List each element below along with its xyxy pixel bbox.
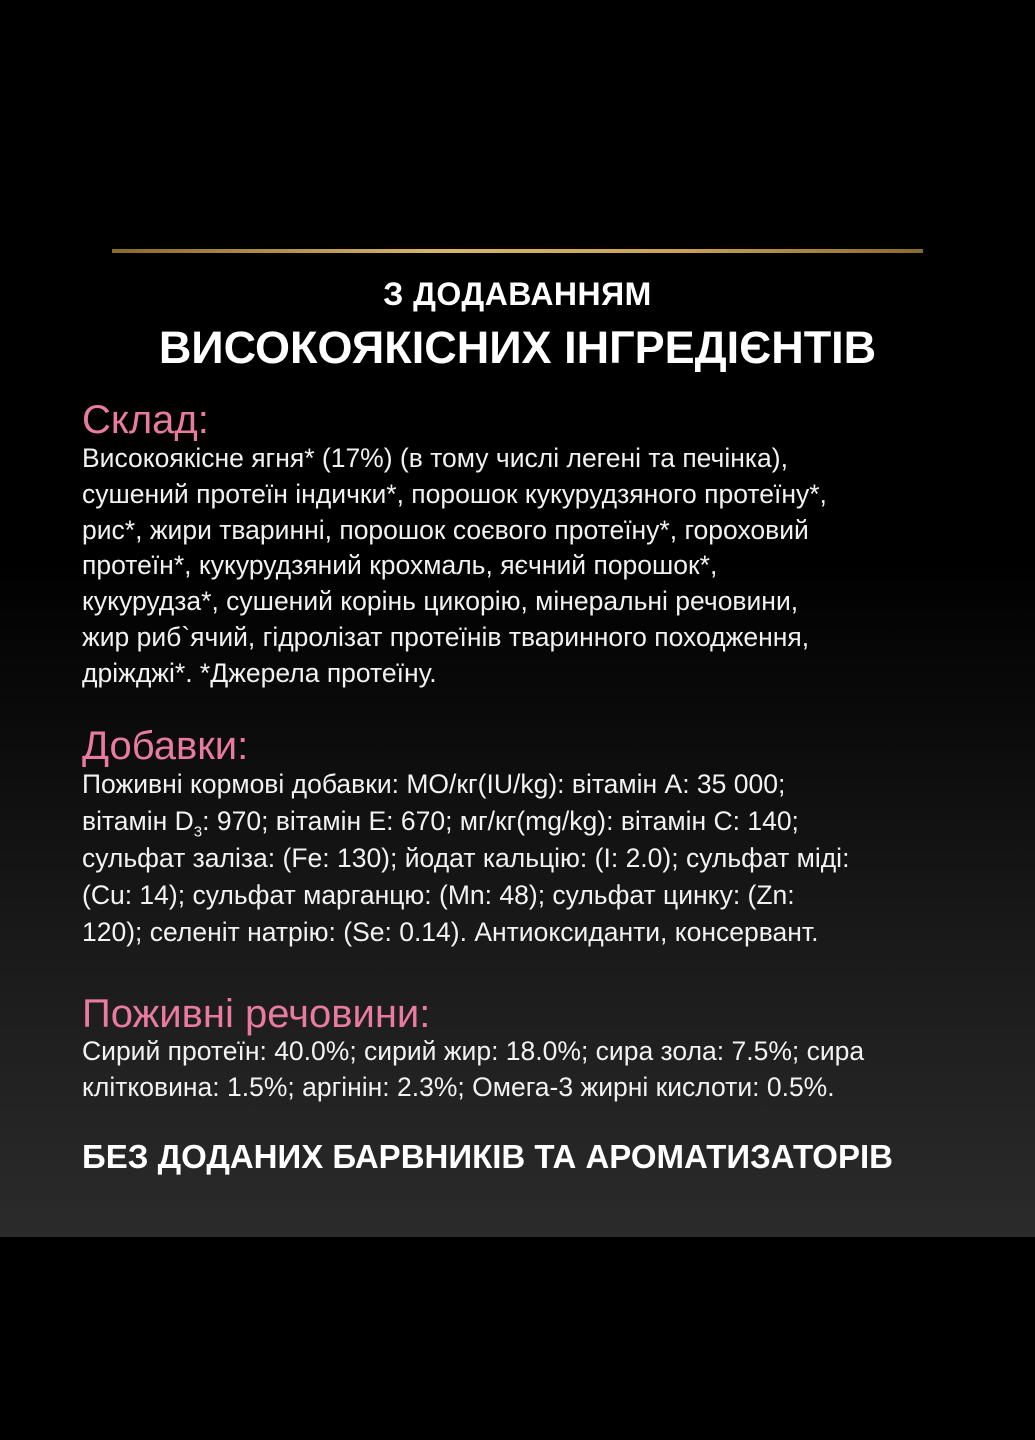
additives-text (82, 767, 849, 952)
text-line: дріжджі*. *Джерела протеїну. (82, 657, 437, 688)
text-line: клітковина: 1.5%; аргінін: 2.3%; Омега-3 жирні кислоти: 0.5%. (82, 1071, 835, 1102)
text-line: Поживні кормові добавки: МО/кг(IU/kg): вітамін А: 35 000; (82, 769, 786, 799)
text-line: сульфат заліза: (Fe: 130); йодат кальцію: (I: 2.0); сульфат міді: (82, 843, 850, 873)
text-line: рис*, жири тваринні, порошок соєвого протеїну*, гороховий (82, 514, 809, 545)
text-line: протеїн*, кукурудзяний крохмаль, яєчний порошок*, (82, 550, 718, 581)
text-line: Високоякісне ягня* (17%) (в тому числі легені та печінка), (82, 443, 788, 473)
text-part: вітамін D (82, 806, 194, 836)
additives-heading: Добавки: (82, 724, 249, 768)
subscript: 3 (193, 823, 203, 841)
header-title: ВИСОКОЯКІСНИХ ІНГРЕДІЄНТІВ (158, 322, 877, 373)
text-line: Сирий протеїн: 40.0%; сирий жир: 18.0%; сира зола: 7.5%; сира (82, 1036, 865, 1066)
footer-banner: БЕЗ ДОДАНИХ БАРВНИКІВ ТА АРОМАТИЗАТОРІВ (82, 1138, 893, 1175)
nutrients-heading: Поживні речовини: (82, 992, 431, 1036)
text-line: 120); селеніт натрію: (Se: 0.14). Антиоксиданти, консервант. (82, 917, 819, 947)
text-line: кукурудза*, сушений корінь цикорію, мінеральні речовини, (82, 586, 799, 617)
composition-text (82, 441, 827, 692)
composition-heading: Склад: (82, 398, 209, 442)
nutrients-text (82, 1034, 864, 1106)
gold-divider (112, 249, 923, 253)
text-line (82, 804, 849, 841)
header-subtitle: З ДОДАВАННЯМ (383, 276, 652, 312)
text-line: (Cu: 14); сульфат марганцю: (Mn: 48); сульфат цинку: (Zn: (82, 880, 795, 910)
text-part: : 970; вітамін Е: 670; мг/кг(mg/kg): вітамін С: 140; (202, 806, 799, 836)
text-line: сушений протеїн індички*, порошок кукурудзяного протеїну*, (82, 478, 827, 509)
text-line: жир риб`ячий, гідролізат протеїнів тваринного походження, (82, 621, 810, 652)
